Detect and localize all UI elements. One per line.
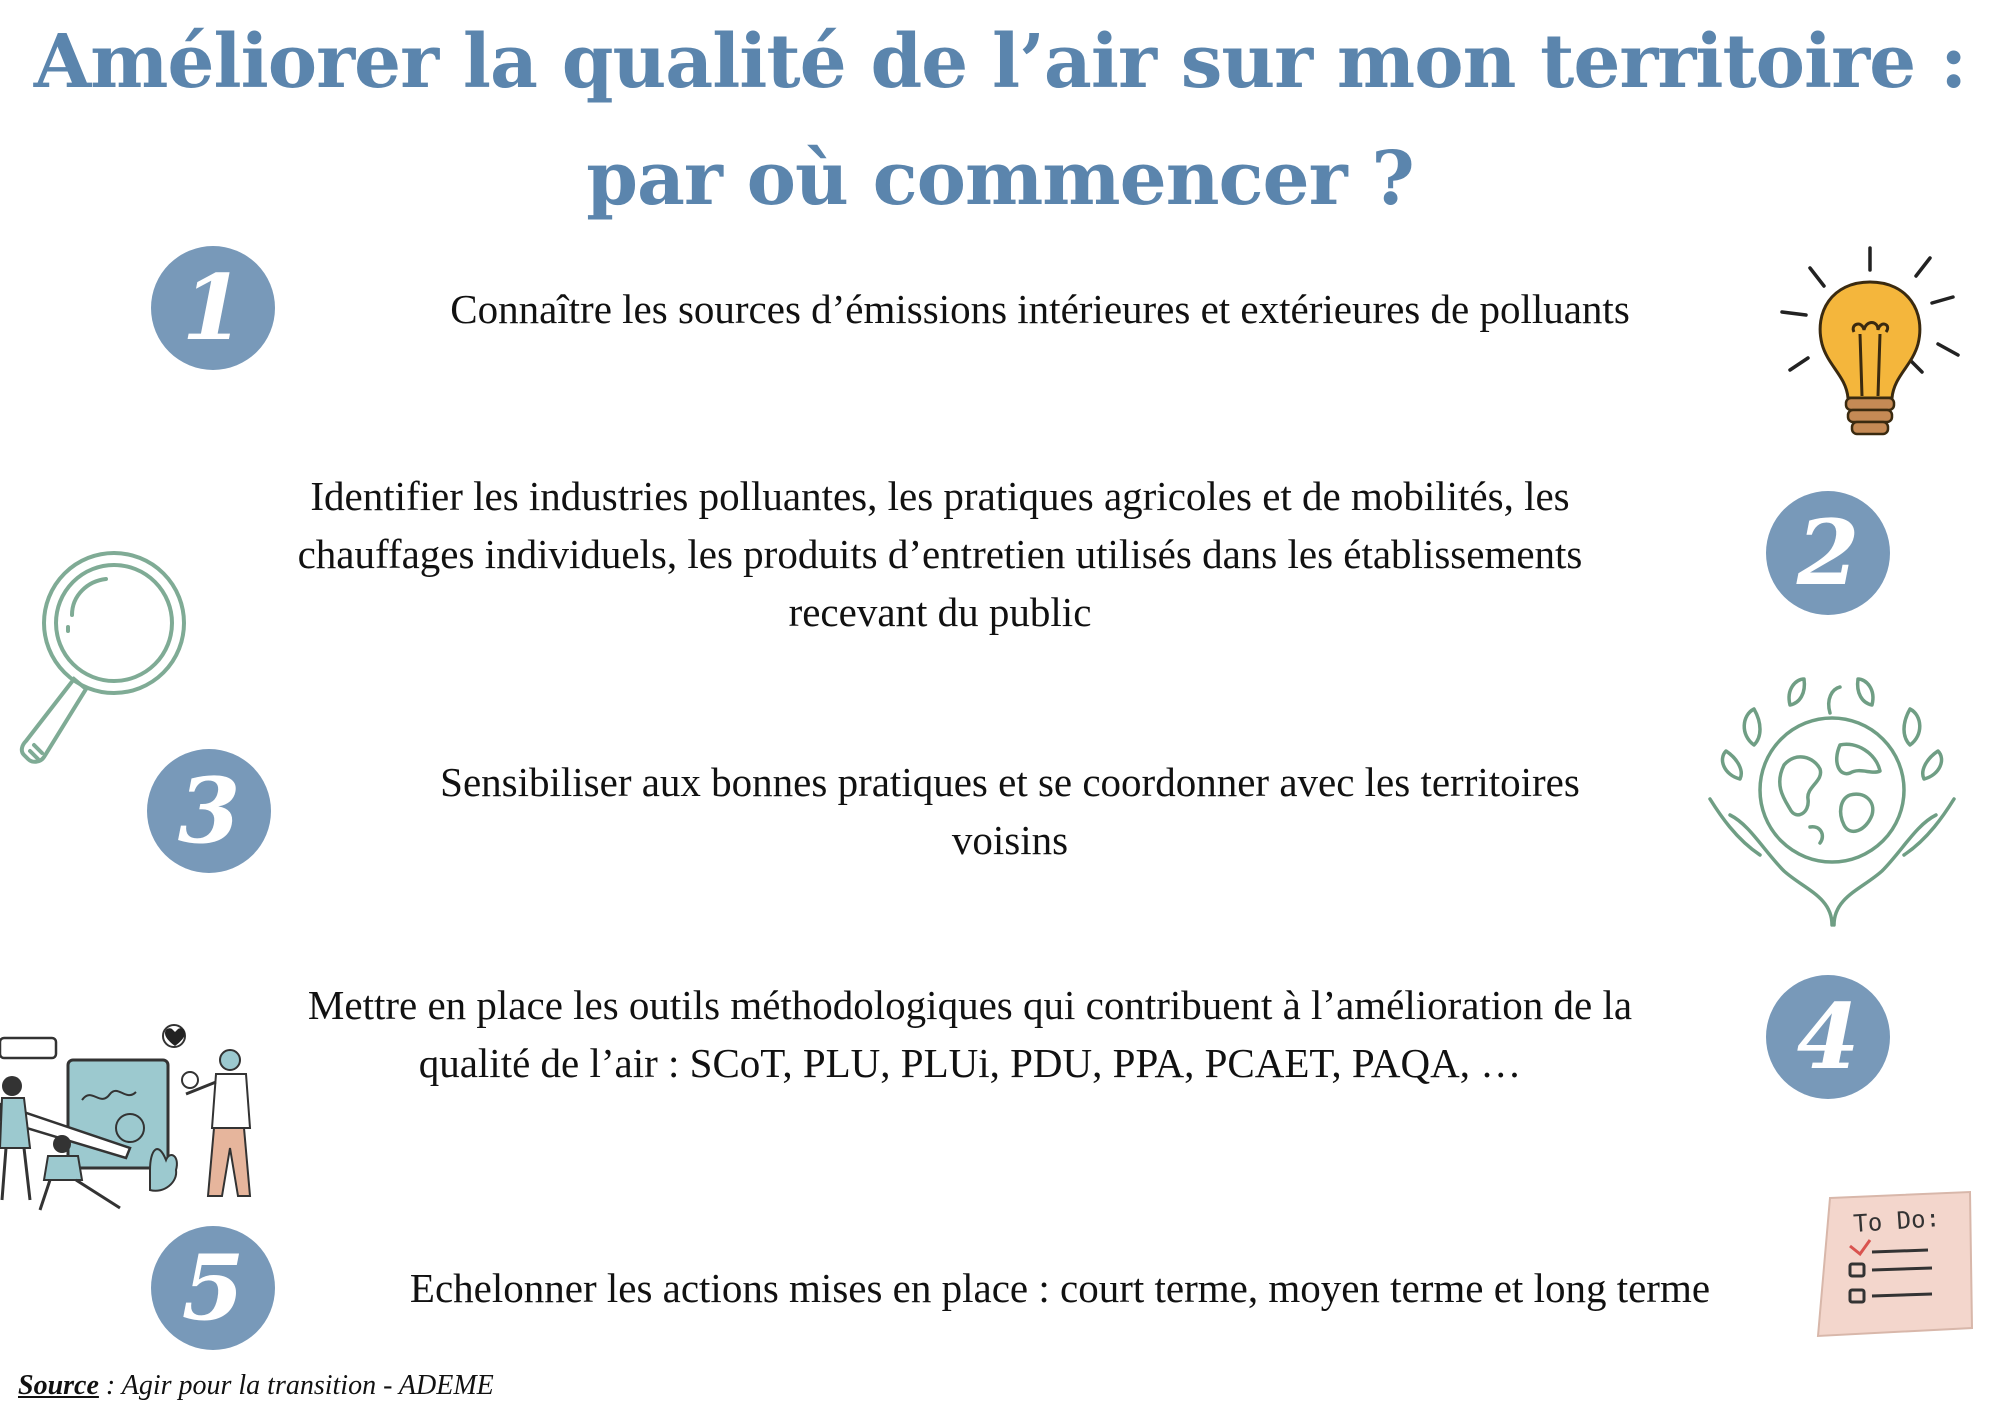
step-3-text xyxy=(300,753,1720,869)
source-note xyxy=(18,1370,494,1402)
step-4-line-1: Mettre en place les outils méthodologiques qui contribuent à l’amélioration de la xyxy=(307,982,1633,1028)
step-2-number: 2 xyxy=(1766,491,1890,615)
step-2-line-3: recevant du public xyxy=(788,589,1092,635)
source-label: Source xyxy=(18,1370,99,1401)
todo-heading: To Do: xyxy=(1852,1204,1941,1238)
step-4-text xyxy=(190,976,1750,1092)
todo-list-icon xyxy=(1810,1190,1980,1340)
step-2-text xyxy=(160,467,1720,641)
step-3-line-1: Sensibiliser aux bonnes pratiques et se coordonner avec les territoires xyxy=(440,759,1580,805)
heart-icon xyxy=(163,1026,187,1048)
step-3-line-2: voisins xyxy=(951,817,1069,863)
magnifying-glass-icon xyxy=(10,545,200,770)
step-2-line-2: chauffages individuels, les produits d’entretien utilisés dans les établissements xyxy=(297,531,1583,577)
step-1-number: 1 xyxy=(151,246,275,370)
light-bulb-icon xyxy=(1770,240,1970,450)
step-5-text: Echelonner les actions mises en place : court terme, moyen terme et long terme xyxy=(409,1265,1711,1311)
step-4-line-2: qualité de l’air : SCoT, PLU, PLUi, PDU, PPA, PCAET, PAQA, … xyxy=(418,1040,1522,1086)
source-text: : Agir pour la transition - ADEME xyxy=(98,1370,494,1401)
step-2-line-1: Identifier les industries polluantes, les pratiques agricoles et de mobilités, les xyxy=(310,473,1570,519)
step-4-number: 4 xyxy=(1766,975,1890,1099)
earth-in-hands-icon xyxy=(1700,675,1965,935)
team-working-illustration xyxy=(0,1020,260,1215)
page-title-line-2: par où commencer ? xyxy=(586,136,1414,222)
step-1-text: Connaître les sources d’émissions intérieures et extérieures de polluants xyxy=(450,286,1630,332)
step-5-number: 5 xyxy=(151,1226,275,1350)
step-3-number: 3 xyxy=(147,749,271,873)
page-title-line-1: Améliorer la qualité de l’air sur mon territoire : xyxy=(33,19,1967,105)
